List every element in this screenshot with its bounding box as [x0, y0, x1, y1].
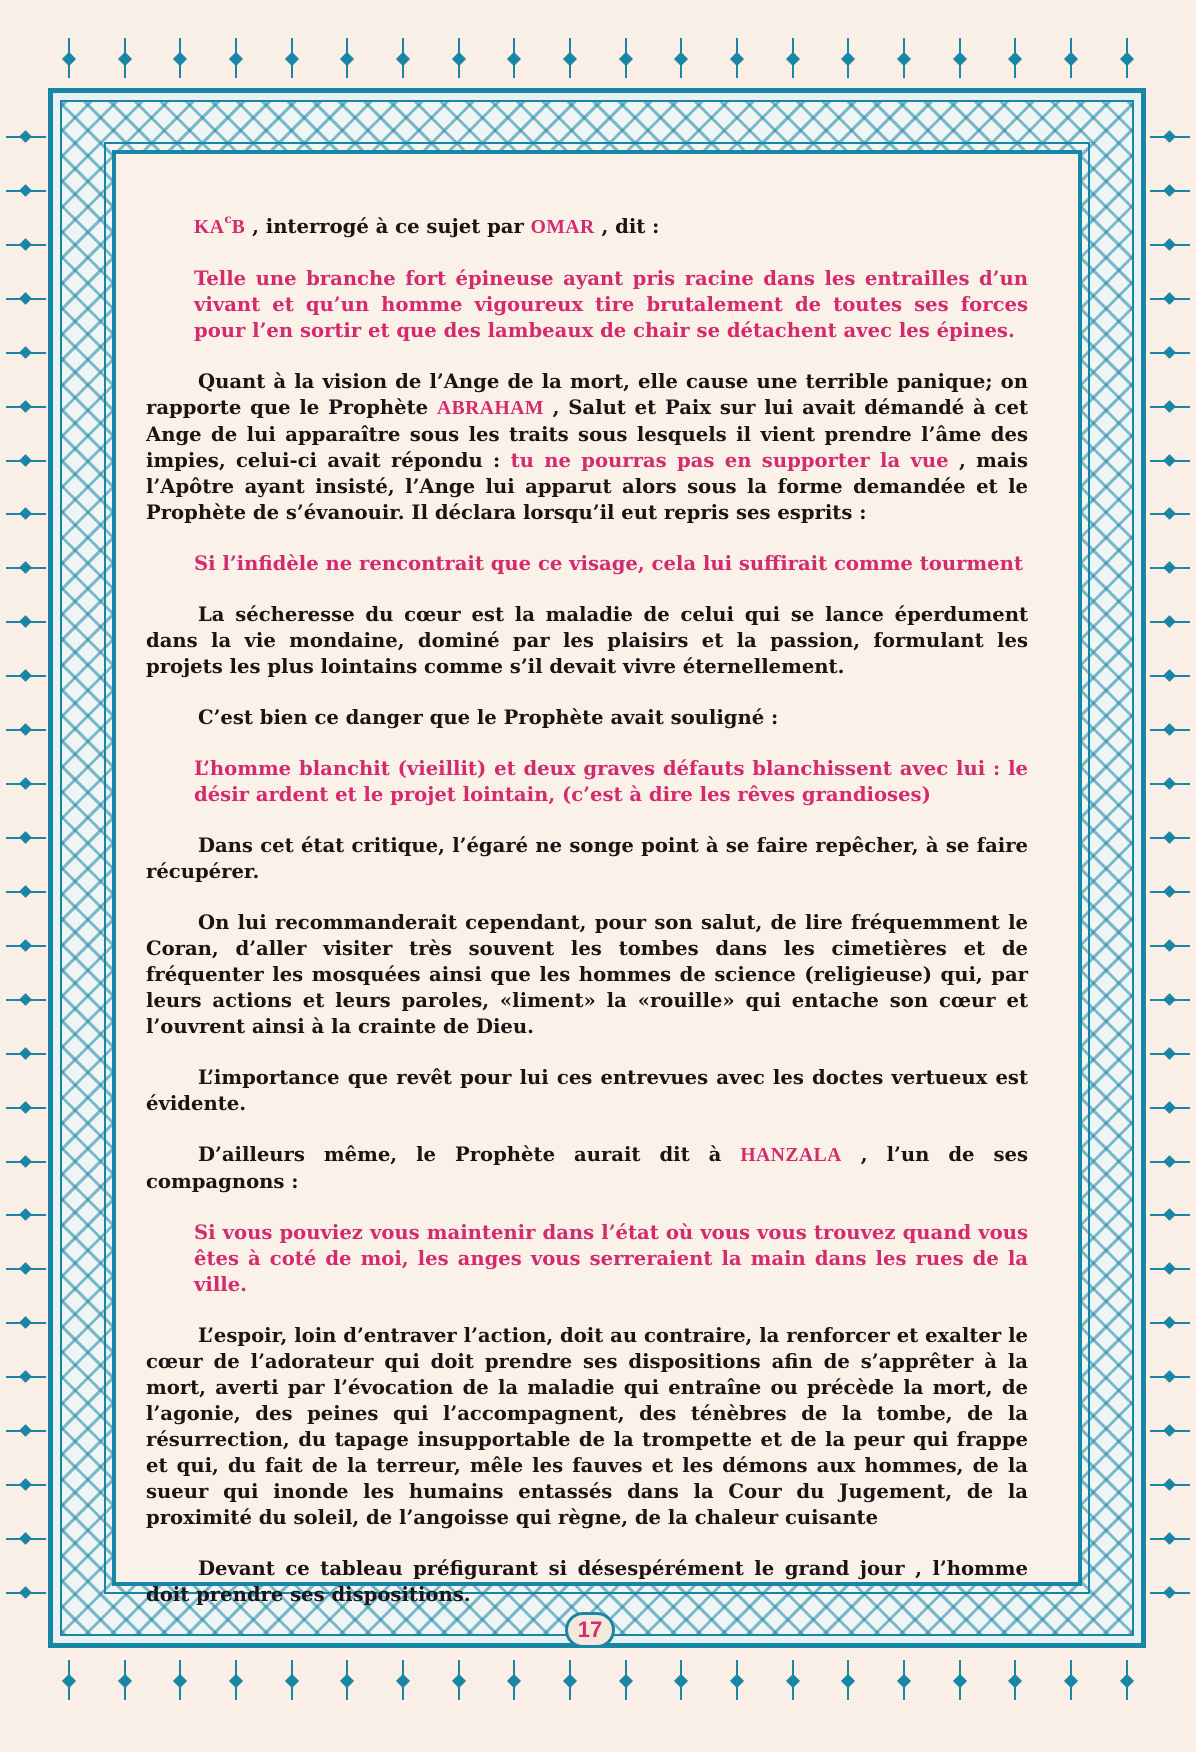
ornament-icon	[283, 38, 301, 78]
ornament-icon	[784, 38, 802, 78]
paragraph: Devant ce tableau préfigurant si désespérément le grand jour , l’homme doit prendre ses dispositions.	[146, 1557, 1028, 1606]
ornament-icon	[895, 38, 913, 78]
ornament-icon	[1150, 346, 1190, 360]
ornament-icon	[505, 1660, 523, 1700]
ornament-icon	[672, 38, 690, 78]
ornament-icon	[6, 993, 46, 1007]
ornament-icon	[1150, 1047, 1190, 1061]
ornament-icon	[1150, 669, 1190, 683]
paragraph: C’est bien ce danger que le Prophète avait souligné :	[198, 706, 779, 729]
ornament-icon	[1150, 1208, 1190, 1222]
ornament-icon	[1150, 1262, 1190, 1276]
paragraph	[146, 1142, 1028, 1195]
ornament-icon	[6, 777, 46, 791]
ornament-icon	[1150, 1424, 1190, 1438]
ornament-icon	[6, 346, 46, 360]
ornament-icon	[394, 38, 412, 78]
ornament-icon	[6, 1478, 46, 1492]
ornament-icon	[6, 1262, 46, 1276]
page-number: 17	[565, 1612, 615, 1648]
ornament-icon	[6, 669, 46, 683]
paragraph: Dans cet état critique, l’égaré ne songe point à se faire repêcher, à se faire récupérer.	[146, 834, 1028, 883]
paragraph	[146, 369, 1028, 526]
paragraph-text: Quant à la vision de l’Ange de la mort, elle cause une terrible panique; on rapporte que le Prophète	[146, 370, 1028, 419]
ornament-icon	[6, 615, 46, 629]
ornament-icon	[784, 1660, 802, 1700]
paragraph-text: , mais l’Apôtre ayant insisté, l’Ange lui apparut alors sous la forme demandée et le Prophète de s’évanouir. Il déclara lorsqu’il eut repris ses esprits :	[146, 449, 1028, 524]
bottom-border-ornaments	[60, 1660, 1136, 1700]
ornament-icon	[951, 1660, 969, 1700]
ornament-icon	[1150, 130, 1190, 144]
left-border-ornaments	[6, 130, 46, 1600]
ornament-icon	[6, 130, 46, 144]
ornament-icon	[1150, 184, 1190, 198]
ornament-icon	[728, 38, 746, 78]
ornament-icon	[1150, 993, 1190, 1007]
name-kaab: KA	[194, 217, 225, 238]
ornament-icon	[1150, 777, 1190, 791]
ornament-icon	[6, 292, 46, 306]
ornament-icon	[116, 38, 134, 78]
ornament-icon	[338, 38, 356, 78]
paragraph: L’importance que revêt pour lui ces entrevues avec les doctes vertueux est évidente.	[146, 1066, 1028, 1115]
ornament-icon	[1006, 38, 1024, 78]
ornament-icon	[6, 1532, 46, 1546]
ornament-icon	[227, 1660, 245, 1700]
ornament-icon	[1150, 292, 1190, 306]
ornament-icon	[1150, 561, 1190, 575]
ornament-icon	[1150, 507, 1190, 521]
ornament-icon	[1150, 939, 1190, 953]
ornament-icon	[450, 1660, 468, 1700]
ornament-icon	[1150, 238, 1190, 252]
page-body	[146, 206, 1028, 1633]
ornament-icon	[1150, 615, 1190, 629]
paragraph-text: , l’un de ses compagnons :	[146, 1143, 1028, 1193]
quote-1: Telle une branche fort épineuse ayant pris racine dans les entrailles d’un vivant et qu’un homme vigoureux tire brutalement de toutes ses forces pour l’en sortir et que des lambeaux de chair se détachent avec les épines.	[194, 267, 1028, 342]
paragraph-text: , interrogé à ce sujet par	[245, 215, 531, 238]
ornament-icon	[283, 1660, 301, 1700]
ornament-icon	[6, 1424, 46, 1438]
ornament-icon	[6, 507, 46, 521]
ayn-mark: c	[224, 212, 232, 226]
top-border-ornaments	[60, 38, 1136, 78]
ornament-icon	[1150, 454, 1190, 468]
ornament-icon	[6, 1370, 46, 1384]
ornament-icon	[1150, 400, 1190, 414]
ornament-icon	[672, 1660, 690, 1700]
name-kaab-end: B	[231, 217, 246, 238]
ornament-icon	[1150, 1370, 1190, 1384]
ornament-icon	[1150, 1316, 1190, 1330]
paragraph: On lui recommanderait cependant, pour son salut, de lire fréquemment le Coran, d’aller visiter très souvent les tombes dans les cimetières et de fréquenter les mosquées ainsi que les hommes de science (religieuse) qui, par leurs actions et leurs paroles, «liment» la «rouille» qui entache son cœur et l’ouvrent ainsi à la crainte de Dieu.	[146, 911, 1028, 1038]
quote-3: L’homme blanchit (vieillit) et deux graves défauts blanchissent avec lui : le désir ardent et le projet lointain, (c’est à dire les rêves grandioses)	[194, 757, 1028, 806]
quote-2: Si l’infidèle ne rencontrait que ce visage, cela lui suffirait comme tourment	[194, 552, 1023, 575]
ornament-icon	[171, 38, 189, 78]
ornament-icon	[6, 454, 46, 468]
ornament-icon	[1062, 1660, 1080, 1700]
ornament-icon	[450, 38, 468, 78]
ornament-icon	[6, 1101, 46, 1115]
ornament-icon	[171, 1660, 189, 1700]
ornament-icon	[6, 1316, 46, 1330]
ornament-icon	[561, 38, 579, 78]
ornament-icon	[6, 1208, 46, 1222]
paragraph	[146, 206, 1028, 241]
paragraph-text: , Salut et Paix sur lui avait démandé à cet Ange de lui apparaître sous les traits sous lesquels il vient prendre l’âme des impies, celui-ci avait répondu :	[146, 396, 1028, 472]
ornament-icon	[116, 1660, 134, 1700]
quote-4: Si vous pouviez vous maintenir dans l’état où vous vous trouvez quand vous êtes à coté de moi, les anges vous serreraient la main dans les rues de la ville.	[194, 1221, 1028, 1296]
paragraph: La sécheresse du cœur est la maladie de celui qui se lance éperdument dans la vie mondaine, dominé par les plaisirs et la passion, formulant les projets les plus lointains comme s’il devait vivre éternellement.	[146, 603, 1028, 678]
ornament-icon	[6, 939, 46, 953]
ornament-icon	[951, 38, 969, 78]
ornament-icon	[728, 1660, 746, 1700]
name-abraham: ABRAHAM	[436, 398, 544, 419]
ornament-icon	[6, 1586, 46, 1600]
ornament-icon	[1150, 1478, 1190, 1492]
ornament-icon	[6, 885, 46, 899]
ornament-icon	[6, 831, 46, 845]
ornament-icon	[1150, 885, 1190, 899]
ornament-icon	[1150, 1101, 1190, 1115]
ornament-icon	[505, 38, 523, 78]
ornament-icon	[1118, 38, 1136, 78]
ornament-icon	[6, 184, 46, 198]
ornament-icon	[1150, 1586, 1190, 1600]
paragraph-text: D’ailleurs même, le Prophète aurait dit à	[198, 1143, 741, 1166]
ornament-icon	[839, 38, 857, 78]
ornament-icon	[6, 1047, 46, 1061]
inline-quote: tu ne pourras pas en supporter la vue	[510, 449, 949, 472]
paragraph: L’espoir, loin d’entraver l’action, doit au contraire, la renforcer et exalter le cœur de l’adorateur qui doit prendre ses dispositions afin de s’apprêter à la mort, averti par l’évocation de la maladie qui entraîne ou précède la mort, de l’agonie, des peines qui l’accompagnent, des ténèbres de la tombe, de la résurrection, du tapage insupportable de la trompette et de la peur qui frappe et qui, du fait de la terreur, mêle les fauves et les démons aux hommes, de la sueur qui inonde les humains entassés dans la Cour du Jugement, de la proximité du soleil, de l’angoisse qui règne, de la chaleur cuisante	[146, 1324, 1028, 1529]
ornament-icon	[6, 238, 46, 252]
right-border-ornaments	[1150, 130, 1190, 1600]
ornament-icon	[1006, 1660, 1024, 1700]
ornament-icon	[617, 38, 635, 78]
name-omar: OMAR	[530, 217, 595, 238]
ornament-icon	[227, 38, 245, 78]
ornament-icon	[1150, 831, 1190, 845]
ornament-icon	[839, 1660, 857, 1700]
ornament-icon	[1118, 1660, 1136, 1700]
ornament-icon	[394, 1660, 412, 1700]
ornament-icon	[1150, 723, 1190, 737]
ornament-icon	[338, 1660, 356, 1700]
ornament-icon	[1150, 1532, 1190, 1546]
ornament-icon	[561, 1660, 579, 1700]
ornament-icon	[1150, 1155, 1190, 1169]
ornament-icon	[617, 1660, 635, 1700]
ornament-icon	[895, 1660, 913, 1700]
ornament-icon	[6, 561, 46, 575]
paragraph-text: , dit :	[594, 215, 660, 238]
ornament-icon	[6, 400, 46, 414]
name-hanzala: HANZALA	[740, 1145, 842, 1166]
ornament-icon	[6, 1155, 46, 1169]
ornament-icon	[60, 38, 78, 78]
ornament-icon	[6, 723, 46, 737]
ornament-icon	[1062, 38, 1080, 78]
ornament-icon	[60, 1660, 78, 1700]
